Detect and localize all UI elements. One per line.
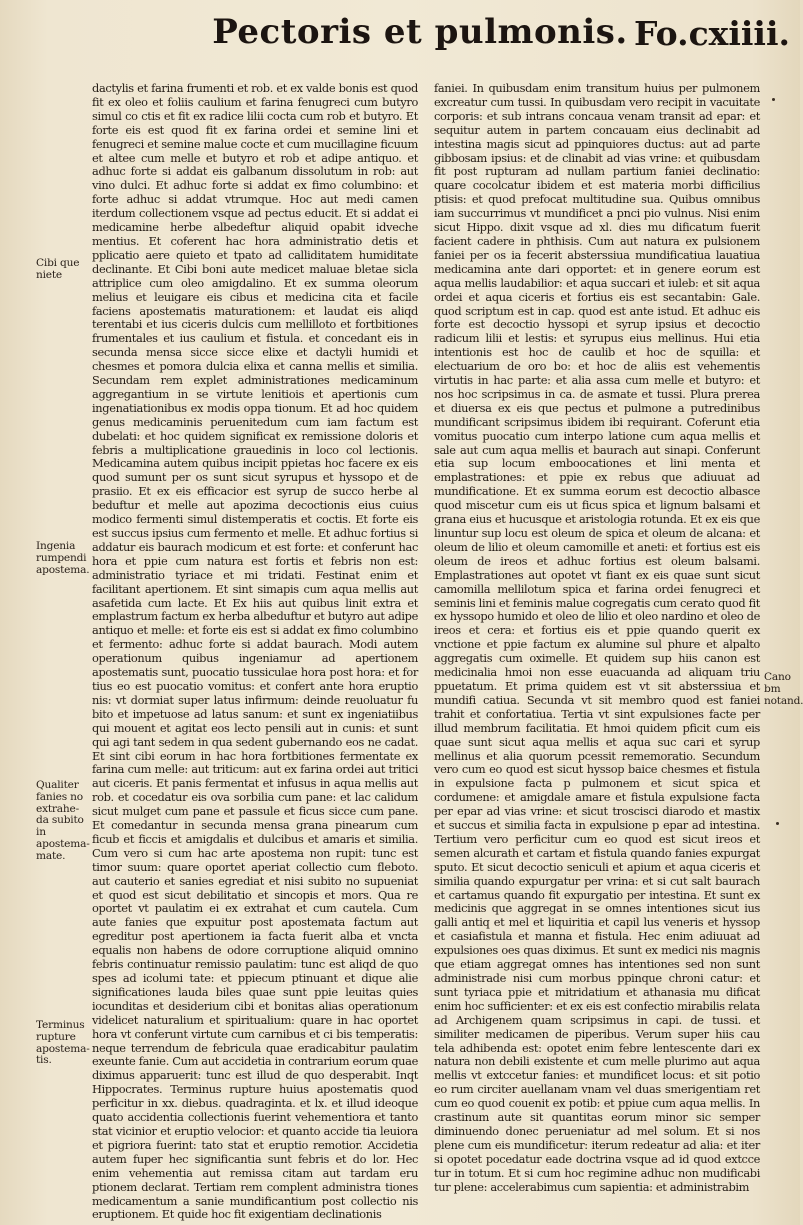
margin-note-canon: Cano bm notand. <box>764 671 803 707</box>
folio-number: Fo.cxiiii. <box>634 14 790 53</box>
running-title: Pectoris et pulmonis. <box>212 12 628 52</box>
margin-note-ingenia: Ingenia rumpendi apostema. <box>36 540 90 576</box>
ink-speck <box>776 822 779 825</box>
left-text-column <box>92 81 418 1222</box>
ink-speck <box>772 98 775 101</box>
left-column-text: dactylis et farina frumenti et rob. et ex valde bonis est quod fit ex oleo et foliis caulium et farina fenugreci cum butyro simul co ctis et fit ex radice lilii cocta cum rob et butyro. Et forte eis est quod fit ex farina ordei et semine lini et fenugreci et semine malue cocte et cum mucillagine ficuum et altee cum melle et butyro et rob et adipe antiquo. et adhuc forte si addat eis galbanum dissolutum in rob: aut vino dulci. Et adhuc forte si addat ex fimo columbino: et forte adhuc si addat vtrumque. Hoc aut medi camen iterdum collectionem vsque ad pectus educit. Et si addat ei medicamine herbe albedeftur aliquid opabit idveche mentius. Et coferent hac hora administratio detis et pplicatio aere quieto et tpato ad calliditatem humiditate declinante. Et Cibi boni aute medicet maluae bletae sicla attriplice cum oleo amigdalino. Et ex summa oleorum melius et leuigare eis cibus et medicina cita et facile faciens apostematis maturationem: et laudat eis aliqd terentabi et ius ciceris dulcis cum mellilloto et fortbitiones frumentales et ius caulium et fistula. et concedant eis in secunda mensa sicce sicce elixe et dactyli humidi et chesmes et pomora dulcia elixa et canna mellis et similia. Secundam rem explet administrationes medicaminum aggregantium in se virtute lenitiois et apertionis cum ingenatiationibus ex modis oppa tionum. Et ad hoc quidem genus medicaminis peruenitedum cum iam factum est dubelati: et hoc quidem significat ex remissione doloris et febris a multiplicatione grauedinis in loco col lectionis. Medicamina autem quibus incipit ppietas hoc facere ex eis quod sumunt per os sunt sicut syrupus et hyssopo et de prasiio. Et ex eis efficacior est syrup de succo herbe al beduftur et melle aut apozima decoctionis eius cuius modico fermenti simul distemperatis et coctis. Et forte eis est succus ipsius cum fermento et melle. Et adhuc fortius si addatur eis baurach modicum et est forte: et conferunt hac hora et ppie cum natura est fortis et febris non est: administratio tyriace et mi tridati. Festinat enim et facilitant apertionem. Et sint simapis cum aqua mellis aut asafetida cum lacte. Et Ex hiis aut quibus linit extra et emplastrum factum ex herba albeduftur et butyro aut adipe antiquo et melle: et forte eis est si addat ex fimo columbino et fermento: adhuc forte si addat baurach. Modi autem operationum quibus ingeniamur ad apertionem apostematis sunt, puocatio tussiculae hora post hora: et for tius eo est puocatio vomitus: et confert ante hora eruptio nis: vt dormiat super latus infirmum: deinde reuoluatur fu bito et impetuose ad latus sanum: et sunt ex ingeniatiibus qui mouent et agitat eos lecto pensili aut in cunis: et sunt qui agi tant sedem in qua sedent gubernando eos ne cadat. Et sint cibi eorum in hac hora fortbitiones fermentate ex farina cum melle: aut triticum: aut ex farina ordei aut tritici aut ciceris. Et panis fermentat et infusus in aqua mellis aut rob. et cocedatur eis ova sorbilia cum pane: et lac calidum sicut mulget cum pane et passule et ficus sicce cum pane. Et comedantur in secunda mensa grana pinearum cum ficub et ficcis et amigdalis et dulcibus et amaris et similia. Cum vero si cum hac arte apostema non rupit: tunc est timor suum: quare oportet aperiat collectio cum fleboto. aut cauterio et sanies egrediat et nisi subito no supueniat et quod est sicut debilitatio et sincopis et mors. Qua re oportet vt paulatim ei ex extrahat et cum cautela. Cum aute fanies que expuitur post apostemata factum aut egreditur post apertionem ia facta fuerit alba et vncta equalis non habens de odore corruptione aliquid omnino febris continuatur remissio paulatim: tunc est aliqd de quo spes ad icolumi tate: et ppiecum ptinuant et dique alie significationes lauda biles quae sunt ppie leuitas quies iocunditas et desiderium cibi et bonitas alias operationum videlicet naturalium et spiritualium: quare in hac oportet hora vt conferunt virtute cum carnibus et ci bis temperatis: neque terrendum de febricula quae eradicabitur paulatim exeunte fanie. Cum aut accidetia in contrarium eorum quae diximus apparuerit: tunc est illud de quo desperabit. Inqt Hippocrates. Terminus rupture huius apostematis quod perficitur in xx. diebus. quadraginta. et lx. et illud ideoque quato accidentia collectionis fuerint vehementiora et tanto stat vicinior et eruptio velocior: et quanto accide tia leuiora et pigriora fuerint: tato stat et eruptio remotior. Accidetia autem fuper hec significantia sunt febris et do lor. Hec enim vehementia aut remissa citam aut tardam eru ptionem declarat. Tertiam rem complent administra tiones medicamentum a sanie mundificantium post collectio nis eruptionem. Et quide hoc fit exigentiam declinationis <box>92 81 418 1222</box>
right-column-text: faniei. In quibusdam enim transitum huius per pulmonem excreatur cum tussi. In quibusdam vero recipit in vacuitate corporis: et sub intrans concaua venam transit ad epar: et sequitur autem in partem concauam eius declinabit ad intestina magis sicut ad ppinquiores ductus: aut ad parte gibbosam ipsius: et de clinabit ad vias vrine: et quibusdam fit post rupturam ad nullam partium faniei declinatio: quare cocolcatur ibidem et est materia morbi difficilius ptisis: et quod prefocat multitudine sua. Quibus omnibus iam succurrimus vt mundificet a pnci pio vulnus. Nisi enim sicut Hippo. dixit vsque ad xl. dies mu dificatum fuerit facient cadere in phthisis. Cum aut natura ex pulsionem faniei per os ia fecerit absterssiua mundificatiua lauatiua medicamina ante dari opportet: et in genere eorum est aqua mellis laudabilior: et aqua succari et iuleb: et sit aqua ordei et aqua ciceris et fortius eis est secantabin: Gale. quod scriptum est in cap. quod est ante istud. Et adhuc eis forte est decoctio hyssopi et syrup ipsius et decoctio radicum lilii et lestis: et syrupus eius mellinus. Hui etia intentionis est hoc de caulib et hoc de squilla: et electuarium de oro bo: et hoc de aliis est vehementis virtutis in hac parte: et alia assa cum melle et butyro: et nos hoc scripsimus in ca. de asmate et tussi. Plura prerea et diuersa ex eis que pectus et pulmone a putredinibus mundificant scripsimus ibidem ibi requirant. Coferunt etia vomitus puocatio cum interpo latione cum aqua mellis et sale aut cum aqua mellis et baurach aut sinapi. Conferunt etia sup locum emboocationes et lini menta et emplastrationes: et ppie ex rebus que adiuuat ad mundificatione. Et ex summa eorum est decoctio albasce quod miscetur cum eis ut ficus spica et lignum balsami et grana eius et hucusque et aristologia rotunda. Et ex eis que linuntur sup locu est oleum de spica et oleum de alcana: et oleum de lilio et oleum camomille et aneti: et fortius est eis oleum de ireos et adhuc fortius est oleum balsami. Emplastrationes aut opotet vt fiant ex eis quae sunt sicut camomilla mellilotum spica et farina ordei fenugreci et seminis lini et feminis malue cogregatis cum cerato quod fit ex hyssopo humido et oleo de lilio et oleo nardino et oleo de ireos et cera: et fortius eis et ppie quando querit ex vnctione et ppie factum ex alumine sul phure et alpalto aggregatis cum oximelle. Et quidem sup hiis canon est medicinalia hmoi non esse euacuanda ad aliquam triu ppuetatum. Et prima quidem est vt sit absterssiua et mundifi catiua. Secunda vt sit membro quod est faniei trahit et confortatiua. Tertia vt sint expulsiones facte per illud membrum facilitatia. Et hmoi quidem pficit cum eis quae sunt sicut aqua mellis et aqua suc cari et syrup mellinus et alia quorum pcessit rememoratio. Secundum vero cum eo quod est sicut hyssop baice chesmes et fistula in expulsione facta p pulmonem et sicut spica et cordumene: et amigdale amare et fistula expulsione facta per epar ad vias vrine: et sicut troscisci diarodo et mastix et succus et similia facta in expulsione p epar ad intestina. Tertium vero perficitur cum eo quod est sicut ireos et semen alcurath et cartam et fistula quando fanies expurgat sputo. Et sicut decoctio seniculi et apium et aqua ciceris et similia quando expurgatur per vrina: et si cut salt baurach et cartamus quando fit expurgatio per intestina. Et sunt ex medicinis que aggregat in se omnes intentiones sicut ius galli antiq et mel et liquiritia et capil lus veneris et hyssop et casiafistula et manna et fistula. Hec enim adiuuat ad expulsiones oes quas diximus. Et sunt ex medici nis magnis que etiam aggregat omnes has intentiones sed non sunt administrade nisi cum morbus ppinque chroni catur: et sunt tyriaca ppie et mitridatium et athanasia mu dificat enim hoc sufficienter: et ex eis est confectio mirabilis relata ad Archigenem quam scripsimus in capi. de tussi. et similiter medicamen de piperibus. Verum super hiis cau tela adhibenda est: opotet enim febre lentescente dari ex natura non debili existente et cum melle plurimo aut aqua mellis vt extccetur fanies: et mundificet locus: et sit potio eo rum circiter auellanam vnam vel duas smerigentiam ret cum eo quod couenit ex potib: et ppiue cum aqua mellis. In crastinum aute sit quantitas eorum minor sic semper diminuendo donec perueniatur ad mel solum. Et si nos plene cum eis mundificetur: iterum redeatur ad alia: et iter si opotet pocedatur eade doctrina vsque ad id quod extcce tur in totum. Et si cum hoc regimine adhuc non mudificabi tur plene: accelerabimus cum sapientia: et administrabim <box>434 81 760 1194</box>
margin-note-qualiter: Qualiter fanies no extrahe-da subito in apostema-mate. <box>36 779 90 862</box>
right-text-column <box>434 82 760 1207</box>
page-header <box>0 2 800 82</box>
margin-note-cibi: Cibi que niete <box>36 257 80 281</box>
margin-note-terminus: Terminus rupture apostema-tis. <box>36 1019 90 1067</box>
